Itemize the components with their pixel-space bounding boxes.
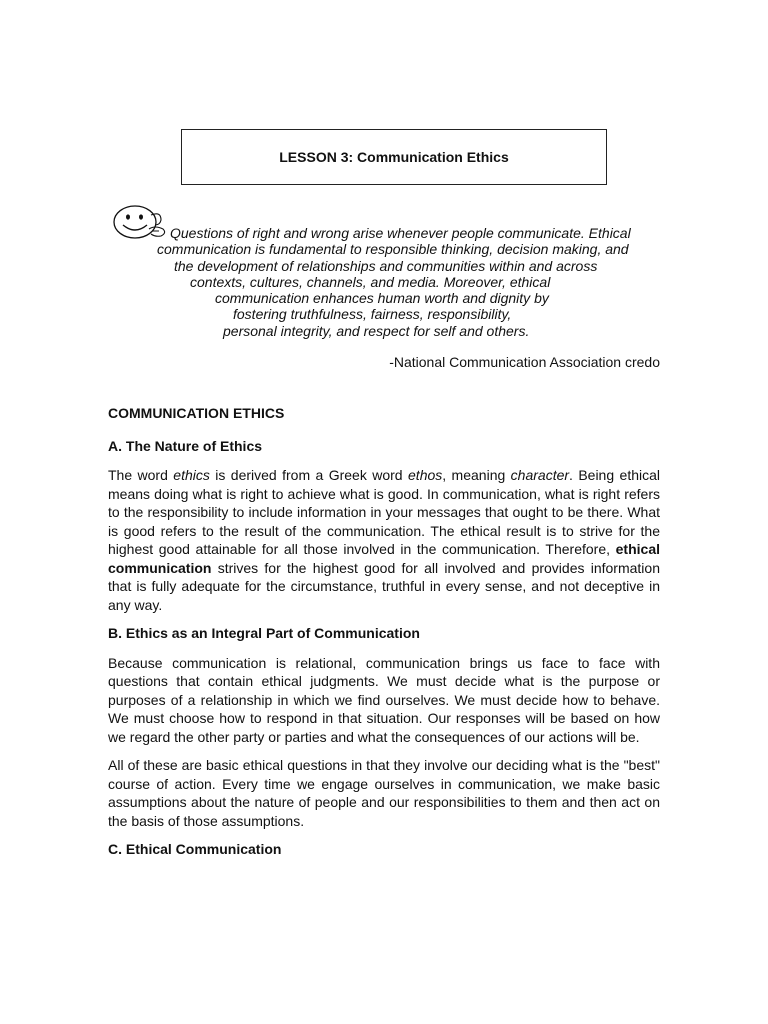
document-body (108, 404, 660, 870)
quote-line: communication is fundamental to responsible thinking, decision making, and (157, 241, 629, 258)
paragraph-integral-part-1: Because communication is relational, communication brings us face to face with questions that contain ethical judgments. We must decide what is the purpose or purposes of a relationship in which we find ourselves. We must decide how to behave. We must choose how to respond in that situation. Our responses will be based on how we regard the other party or parties and what the consequences of our actions will be. (108, 654, 660, 745)
term-ethics: ethics (173, 467, 210, 483)
term-character: character (510, 467, 570, 483)
quote-line: personal integrity, and respect for self and others. (223, 322, 530, 339)
quote-line: fostering truthfulness, fairness, responsibility, (233, 306, 512, 323)
quote-line: contexts, cultures, channels, and media. Moreover, ethical (190, 273, 551, 290)
quote-attribution: -National Communication Association credo (389, 354, 660, 370)
heading-nature-of-ethics: A. The Nature of Ethics (108, 437, 263, 454)
paragraph-integral-part-2: All of these are basic ethical questions in that they involve our deciding what is the "best" course of action. Every time we engage ourselves in communication, we make basic assumptions about the nature of people and our responsibilities to them and then act on the basis of those assumptions. (108, 757, 660, 829)
heading-ethical-communication: C. Ethical Communication (108, 841, 282, 857)
quote-line: communication enhances human worth and dignity by (215, 290, 549, 307)
term-ethical-communication: ethical communication (108, 541, 660, 576)
lesson-title-box (181, 129, 607, 185)
section-title: COMMUNICATION ETHICS (108, 405, 285, 421)
paragraph-nature-of-ethics: The word ethics is derived from a Greek word ethos, meaning character. Being ethical means doing what is right to achieve what is good. In communication, what is right refers to the responsibility to include information in your messages that ought to be there. What is good refers to the result of the communication. The ethical result is to strive for the highest good attainable for all those involved in the communication. Therefore, ethical communication strives for the highest good for all involved and provides information that is fully adequate for the circumstance, truthful in every sense, and not deceptive in any way. (108, 467, 661, 613)
quote-line: Questions of right and wrong arise whenever people communicate. Ethical (170, 225, 631, 241)
term-ethos: ethos (408, 467, 443, 483)
quote-line: the development of relationships and communities within and across (174, 257, 598, 274)
quote-block (150, 225, 670, 339)
lesson-title: LESSON 3: Communication Ethics (279, 149, 509, 165)
heading-integral-part: B. Ethics as an Integral Part of Communication (108, 625, 420, 641)
